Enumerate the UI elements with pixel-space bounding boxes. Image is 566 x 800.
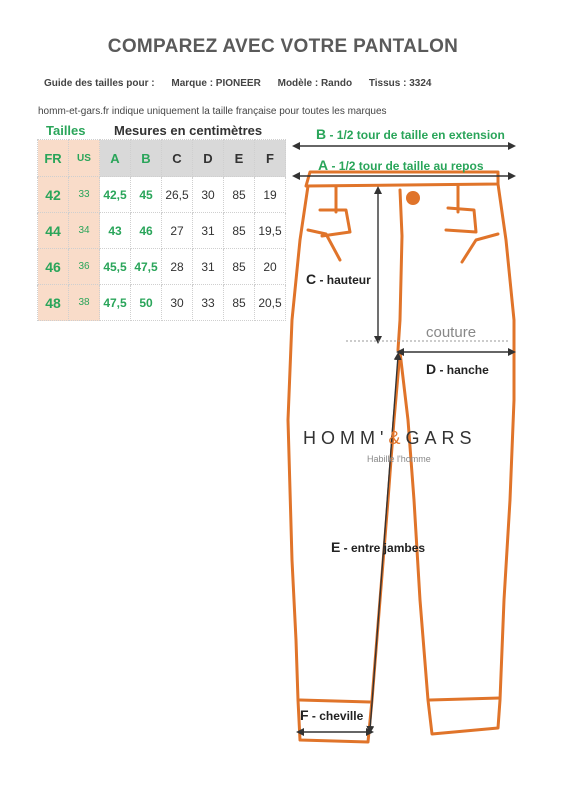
cell-fr: 46: [38, 249, 69, 285]
measure-f-label: [300, 707, 363, 723]
guide-modele: Modèle : Rando: [277, 78, 353, 89]
size-note: homm-et-gars.fr indique uniquement la taille française pour toutes les marques: [38, 106, 387, 117]
header-f: F: [255, 140, 286, 177]
measure-c-text: - hauteur: [316, 273, 371, 287]
measure-f-letter: F: [300, 707, 309, 723]
cell-f: 20: [255, 249, 286, 285]
waist-button-icon: [406, 191, 420, 205]
measure-a-label: [318, 157, 484, 173]
header-d: D: [193, 140, 224, 177]
measure-c-letter: C: [306, 271, 317, 287]
cell-us: 38: [69, 285, 100, 321]
cell-e: 85: [224, 213, 255, 249]
measure-a-text: - 1/2 tour de taille au repos: [328, 159, 484, 173]
cell-us: 33: [69, 177, 100, 213]
header-a: A: [100, 140, 131, 177]
brand-part1: HOMM': [303, 428, 389, 448]
cell-fr: 44: [38, 213, 69, 249]
mesures-heading: Mesures en centimètres: [114, 123, 263, 138]
measure-e-label: [331, 539, 425, 555]
measure-c-label: [306, 271, 371, 287]
cell-d: 31: [193, 213, 224, 249]
cell-fr: 48: [38, 285, 69, 321]
measure-a-letter: A: [318, 157, 329, 173]
cell-c: 30: [162, 285, 193, 321]
measure-b-text: - 1/2 tour de taille en extension: [326, 128, 505, 142]
header-fr: FR: [38, 140, 69, 177]
tailles-heading: Tailles: [46, 123, 86, 138]
measure-d-text: - hanche: [436, 363, 489, 377]
header-c: C: [162, 140, 193, 177]
measure-b-letter: B: [316, 126, 327, 142]
cell-a: 47,5: [100, 285, 131, 321]
cell-c: 26,5: [162, 177, 193, 213]
cell-d: 31: [193, 249, 224, 285]
measure-b-label: [316, 126, 505, 142]
cell-a: 43: [100, 213, 131, 249]
cell-us: 36: [69, 249, 100, 285]
measure-d-label: [426, 361, 489, 377]
cell-d: 33: [193, 285, 224, 321]
measure-d-letter: D: [426, 361, 437, 377]
cell-a: 45,5: [100, 249, 131, 285]
brand-logo: [303, 428, 476, 449]
cell-e: 85: [224, 249, 255, 285]
brand-part2: GARS: [405, 428, 477, 448]
measure-e-text: - entre jambes: [340, 541, 426, 555]
cell-fr: 42: [38, 177, 69, 213]
guide-marque: Marque : PIONEER: [171, 78, 261, 89]
header-b: B: [131, 140, 162, 177]
header-us: US: [69, 140, 100, 177]
measure-e-letter: E: [331, 539, 341, 555]
cell-e: 85: [224, 285, 255, 321]
cell-us: 34: [69, 213, 100, 249]
cell-f: 19: [255, 177, 286, 213]
cell-b: 50: [131, 285, 162, 321]
guide-tissus: Tissus : 3324: [368, 78, 432, 89]
cell-f: 19,5: [255, 213, 286, 249]
cell-c: 27: [162, 213, 193, 249]
cell-b: 46: [131, 213, 162, 249]
cell-e: 85: [224, 177, 255, 213]
cell-f: 20,5: [255, 285, 286, 321]
cell-c: 28: [162, 249, 193, 285]
cell-a: 42,5: [100, 177, 131, 213]
cell-d: 30: [193, 177, 224, 213]
header-e: E: [224, 140, 255, 177]
page-title: COMPAREZ AVEC VOTRE PANTALON: [107, 36, 459, 57]
brand-tagline: Habille l'homme: [367, 454, 431, 464]
cell-b: 45: [131, 177, 162, 213]
cell-b: 47,5: [131, 249, 162, 285]
brand-amp: &: [388, 428, 406, 448]
couture-label: couture: [426, 324, 477, 341]
guide-label: Guide des tailles pour :: [44, 78, 155, 89]
measure-f-text: - cheville: [308, 709, 364, 723]
